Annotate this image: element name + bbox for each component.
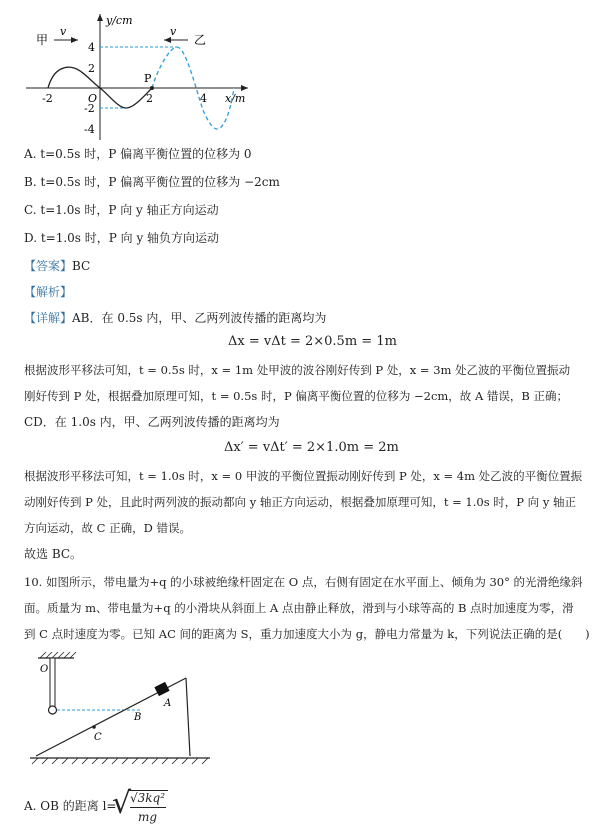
answer-label: 【答案】 (24, 259, 73, 273)
label-a: A (164, 698, 172, 709)
x-tick-4: 4 (200, 92, 207, 105)
answer-line (24, 258, 90, 274)
y-tick-4: 4 (88, 41, 95, 54)
detail-cd-paragraph-1: 根据波形平移法可知，t = 1.0s 时，x = 0 甲波的平衡位置振动刚好传到 P 处，x = 4m 处乙波的平衡位置振 (24, 469, 583, 483)
wave-a-label: 甲 (36, 33, 49, 47)
question10-line2: 面。质量为 m、带电量为+q 的小滑块从斜面上 A 点由静止释放，滑到与小球等高的 B 点时加速度为零，滑 (24, 601, 574, 615)
q10-option-a-prefix: A. OB 的距离 l= (24, 799, 117, 813)
origin-label: O (88, 92, 98, 105)
wave-b-velocity: v (170, 25, 177, 38)
y-tick-neg4: -4 (84, 123, 95, 136)
charged-ball (49, 706, 57, 714)
conclusion: 故选 BC。 (24, 547, 83, 561)
question10-line1: 10. 如图所示，带电量为+q 的小球被绝缘杆固定在 O 点，右侧有固定在水平面上、倾角为 30° 的光滑绝缘斜 (24, 575, 583, 589)
detail-ab-text: AB．在 0.5s 内，甲、乙两列波传播的距离均为 (72, 311, 327, 325)
equation-2: Δx′ = vΔt′ = 2×1.0m = 2m (224, 440, 399, 455)
detail-ab-paragraph-1: 根据波形平移法可知，t = 0.5s 时，x = 1m 处甲波的波谷刚好传到 P 处，x = 3m 处乙波的平衡位置振动 (24, 363, 571, 377)
option-d: D. t=1.0s 时，P 向 y 轴负方向运动 (24, 231, 220, 245)
detail-ab-line (24, 310, 326, 326)
label-b: B (134, 712, 142, 723)
question10-line3: 到 C 点时速度为零。已知 AC 间的距离为 S，重力加速度大小为 g，静电力常量为 k，下列说法正确的是( ) (24, 627, 590, 641)
detail-cd-text: CD．在 1.0s 内，甲、乙两列波传播的距离均为 (24, 415, 280, 429)
x-tick-2: 2 (146, 92, 153, 105)
analysis-label: 【解析】 (24, 285, 73, 299)
answer-value: BC (72, 259, 91, 273)
detail-cd-paragraph-3: 方向运动，故 C 正确，D 错误。 (24, 521, 191, 535)
incline-vertical-side (186, 678, 190, 756)
wave-b-label: 乙 (194, 33, 207, 47)
point-p (150, 86, 154, 90)
ceiling-hatch (40, 652, 76, 658)
sqrt-sign: √ (112, 786, 132, 821)
wave-a-velocity: v (60, 25, 67, 38)
detail-ab-paragraph-2: 刚好传到 P 处，根据叠加原理可知，t = 0.5s 时，P 偏离平衡位置的位移为 −2cm，故 A 错误，B 正确； (24, 389, 569, 403)
x-tick-neg2: -2 (42, 92, 53, 105)
q10-option-a (24, 784, 274, 828)
point-c (92, 725, 96, 729)
label-o: O (40, 664, 49, 675)
fraction-numerator: √3kq² (130, 791, 166, 805)
sliding-block (154, 682, 169, 696)
detail-label: 【详解】 (24, 311, 73, 325)
option-c: C. t=1.0s 时，P 向 y 轴正方向运动 (24, 203, 219, 217)
fraction-denominator: mg (138, 810, 158, 824)
y-axis-label: y/cm (106, 14, 133, 27)
option-a: A. t=0.5s 时，P 偏离平衡位置的位移为 0 (24, 147, 252, 161)
x-axis-label: x/m (225, 92, 246, 105)
y-tick-2: 2 (88, 62, 95, 75)
option-b: B. t=0.5s 时，P 偏离平衡位置的位移为 −2cm (24, 175, 280, 189)
detail-cd-paragraph-2: 动刚好传到 P 处，且此时两列波的振动都向 y 轴正方向运动，根据叠加原理可知，t = 1.0s 时，P 向 y 轴正 (24, 495, 576, 509)
ground-hatch (32, 758, 208, 764)
incline-figure (24, 650, 224, 772)
fraction-bar (130, 807, 166, 808)
insulating-rod (50, 658, 55, 708)
y-tick-neg2: -2 (84, 102, 95, 115)
wave-figure (20, 10, 260, 140)
label-c: C (94, 732, 102, 743)
equation-1: Δx = vΔt = 2×0.5m = 1m (228, 334, 397, 349)
point-p-label: P (144, 72, 152, 85)
